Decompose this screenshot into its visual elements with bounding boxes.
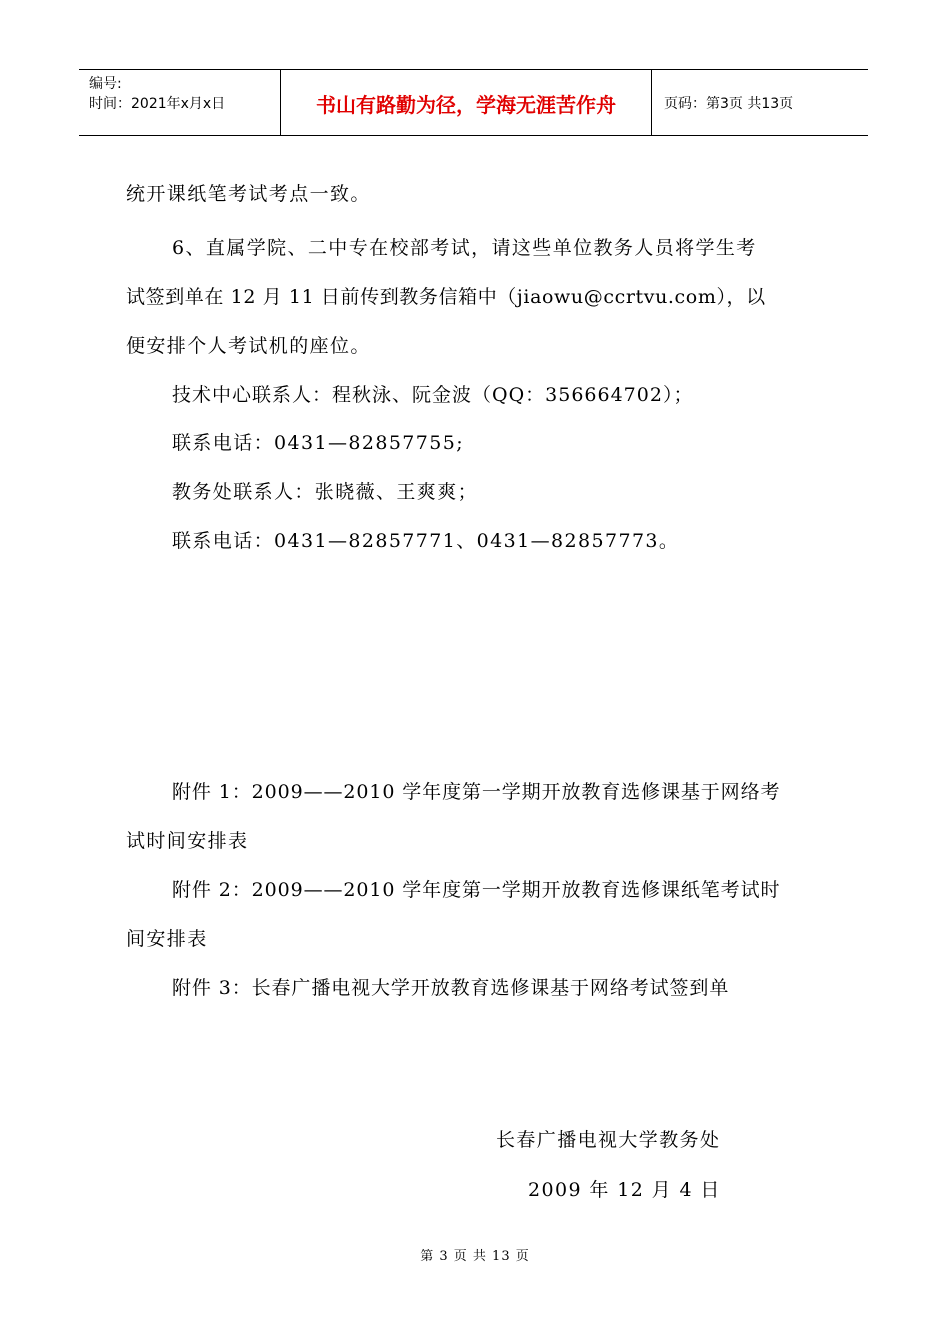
office-contact: 教务处联系人：张晓薇、王爽爽； — [172, 481, 479, 503]
attachment-1-line-2: 试时间安排表 — [126, 830, 249, 852]
paragraph-line: 统开课纸笔考试考点一致。 — [126, 183, 371, 205]
tech-phone: 联系电话：0431—82857755; — [172, 432, 465, 454]
attachment-2-line-1: 附件 2：2009——2010 学年度第一学期开放教育选修课纸笔考试时 — [172, 879, 781, 901]
signature-date: 2009 年 12 月 4 日 — [528, 1179, 721, 1201]
item-6-line-1: 6、直属学院、二中专在校部考试，请这些单位教务人员将学生考 — [172, 237, 757, 259]
tech-contact: 技术中心联系人：程秋泳、阮金波（QQ：356664702）； — [172, 384, 694, 406]
item-6-line-2: 试签到单在 12 月 11 日前传到教务信箱中（jiaowu@ccrtvu.com），以 — [126, 286, 766, 308]
attachment-2-line-2: 间安排表 — [126, 928, 208, 950]
header-meta — [79, 70, 280, 135]
item-6-line-3: 便安排个人考试机的座位。 — [126, 335, 371, 357]
attachment-1-line-1: 附件 1：2009——2010 学年度第一学期开放教育选修课基于网络考 — [172, 781, 781, 803]
office-phone: 联系电话：0431—82857771、0431—82857773。 — [172, 530, 680, 552]
attachment-3-line-1: 附件 3：长春广播电视大学开放教育选修课基于网络考试签到单 — [172, 977, 730, 999]
page-info-text: 页码：第3页 共13页 — [664, 95, 794, 112]
signature-org: 长春广播电视大学教务处 — [496, 1129, 721, 1151]
serial-label: 编号: — [89, 76, 122, 92]
header-page-info — [652, 70, 868, 135]
date-line: 时间：2021年x月x日 — [89, 96, 226, 112]
header-motto — [280, 70, 652, 135]
document-header — [79, 69, 868, 136]
page-footer: 第 3 页 共 13 页 — [420, 1249, 530, 1264]
motto-text: 书山有路勤为径，学海无涯苦作舟 — [316, 93, 616, 117]
